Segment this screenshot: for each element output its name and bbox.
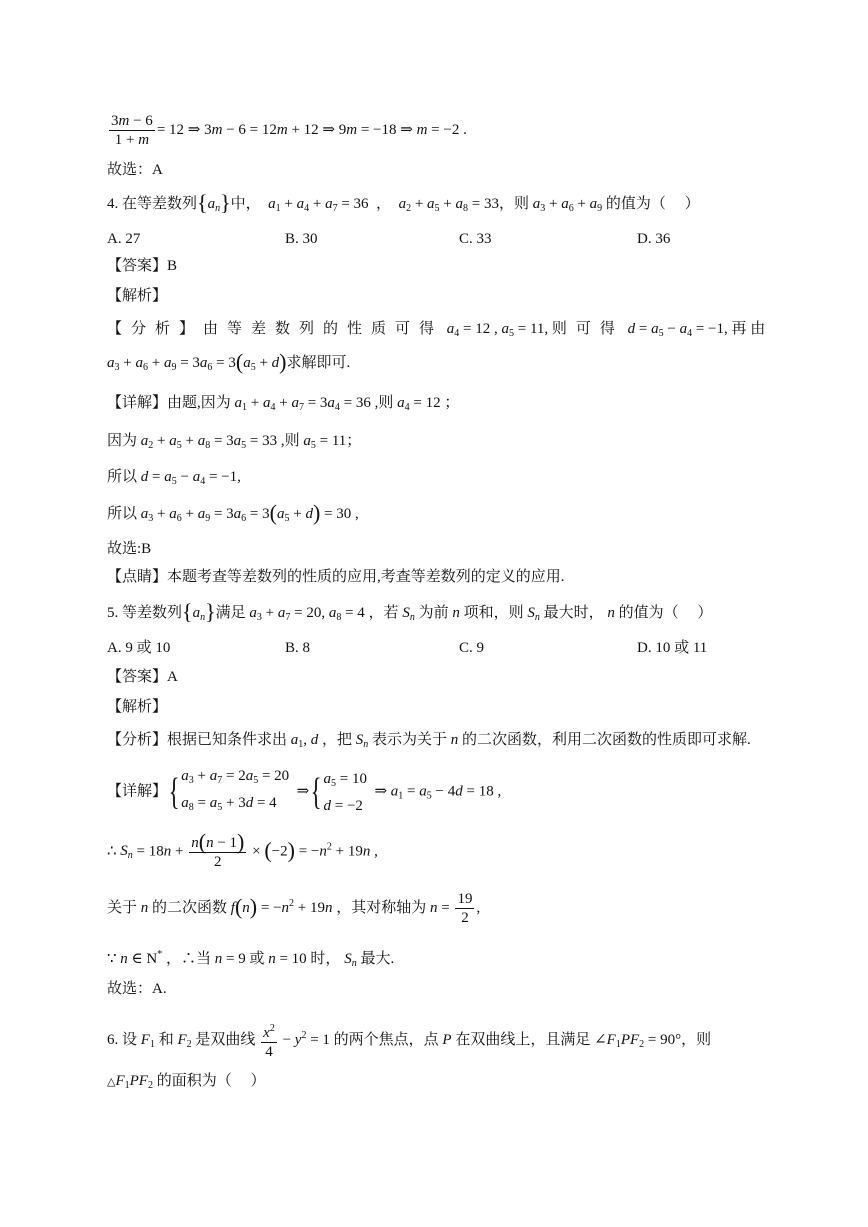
q5-quadratic: 关于 n 的二次函数 $f(n) = -n^2 + 19n$ ，其对称轴为 n = $\frac{19}{2}$ , bbox=[107, 891, 481, 926]
q5-option-d: D. 10 或 11 bbox=[637, 640, 708, 656]
q5-choose: 故选：A. bbox=[107, 981, 167, 997]
q4-detail-1: 【详解】由题,因为 $a_1 + a_4 + a_7 = 3a_4 = 36$ ,则 $a_4 = 12$ ； bbox=[107, 395, 460, 413]
q5-option-c: C. 9 bbox=[459, 640, 485, 656]
q5-option-a: A. 9 或 10 bbox=[107, 640, 171, 656]
q4-detail-2: 因为 $a_2 + a_5 + a_8 = 3a_5 = 33$ ,则 $a_5 = 11$； bbox=[107, 433, 362, 451]
q5-analysis-head: 【解析】 bbox=[107, 699, 168, 715]
q5-option-b: B. 8 bbox=[285, 640, 311, 656]
q4-analysis-line2: $a_3 + a_6 + a_9 = 3a_6 = 3(a_5 + d)$求解即可. bbox=[107, 349, 351, 374]
q4-option-a: A. 27 bbox=[107, 231, 141, 247]
q6-stem: 6. 设 $F_1$ 和 $F_2$ 是双曲线 $\frac{x^2}{4}$ − $y^2 = 1$ 的两个焦点，点 P 在双曲线上，且满足 $\angle F_1PF_2 = 90^\circ$，则 bbox=[107, 1020, 711, 1061]
q4-answer: 【答案】B bbox=[107, 258, 178, 274]
q3-derivation: $\frac{3m - 6}{1 + m}$ = 12 ⇒ 3m − 6 = 12m + 12 ⇒ 9m = −18 ⇒ m = −2 . bbox=[111, 113, 467, 148]
q5-stem: 5. 等差数列$\{a_n\}$满足 $a_3 + a_7 = 20$, $a_8 = 4$ ，若 $S_n$ 为前 n 项和，则 $S_n$ 最大时， n 的值为（ ） bbox=[107, 599, 713, 624]
q5-answer: 【答案】A bbox=[107, 669, 178, 685]
q4-analysis-line1: 【分析】由等差数列的性质可得 $a_4 = 12$ , $a_5 = 11$, 则可得 $d = a_5 - a_4 = -1$, 再 由 bbox=[107, 321, 766, 339]
q5-analysis: 【分析】根据已知条件求出 $a_1$, d ，把 $S_n$ 表示为关于 n 的二次函数，利用二次函数的性质即可求解. bbox=[107, 732, 751, 750]
q5-sn: ∴ $S_n = 18n$ + $\frac{n(n - 1)}{2}$ × $(-2) = -n^2 + 19n$ , bbox=[107, 829, 378, 870]
q4-option-b: B. 30 bbox=[285, 231, 318, 247]
q4-comment: 【点睛】本题考查等差数列的性质的应用,考查等差数列的定义的应用. bbox=[107, 569, 565, 585]
q3-choose: 故选：A bbox=[107, 162, 163, 178]
q4-analysis-head: 【解析】 bbox=[107, 288, 168, 304]
q5-nmax: ∵ n ∈ N* ，∴当 n = 9 或 n = 10 时， $S_n$ 最大. bbox=[107, 949, 395, 969]
q4-detail-4: 所以 $a_3 + a_6 + a_9 = 3a_6 = 3(a_5 + d) = 30$ , bbox=[107, 500, 359, 525]
q4-choose: 故选:B bbox=[107, 541, 152, 557]
q4-option-d: D. 36 bbox=[637, 231, 671, 247]
q6-stem-2: $\triangle F_1PF_2$ 的面积为（ ） bbox=[107, 1073, 266, 1091]
q4-detail-3: 所以 $d = a_5 - a_4 = -1$, bbox=[107, 469, 241, 487]
q4-option-c: C. 33 bbox=[459, 231, 492, 247]
q5-detail-system: 【详解】{ $a_3 + a_7 = 2a_5 = 20$ $a_8 = a_5 + 3d = 4$ ⇒{ $a_5 = 10$ d = −2 ⇒ $a_1 = a_5 - 4d = 18$ , bbox=[107, 768, 502, 814]
q5-detail-label: 【详解】 bbox=[107, 783, 168, 800]
q4-stem: 4. 在等差数列$\{a_n\}$中， $a_1 + a_4 + a_7 = 36$ ， $a_2 + a_5 + a_8 = 33$，则 $a_3 + a_6 + a_9$ 的值为（ ） bbox=[107, 190, 700, 215]
